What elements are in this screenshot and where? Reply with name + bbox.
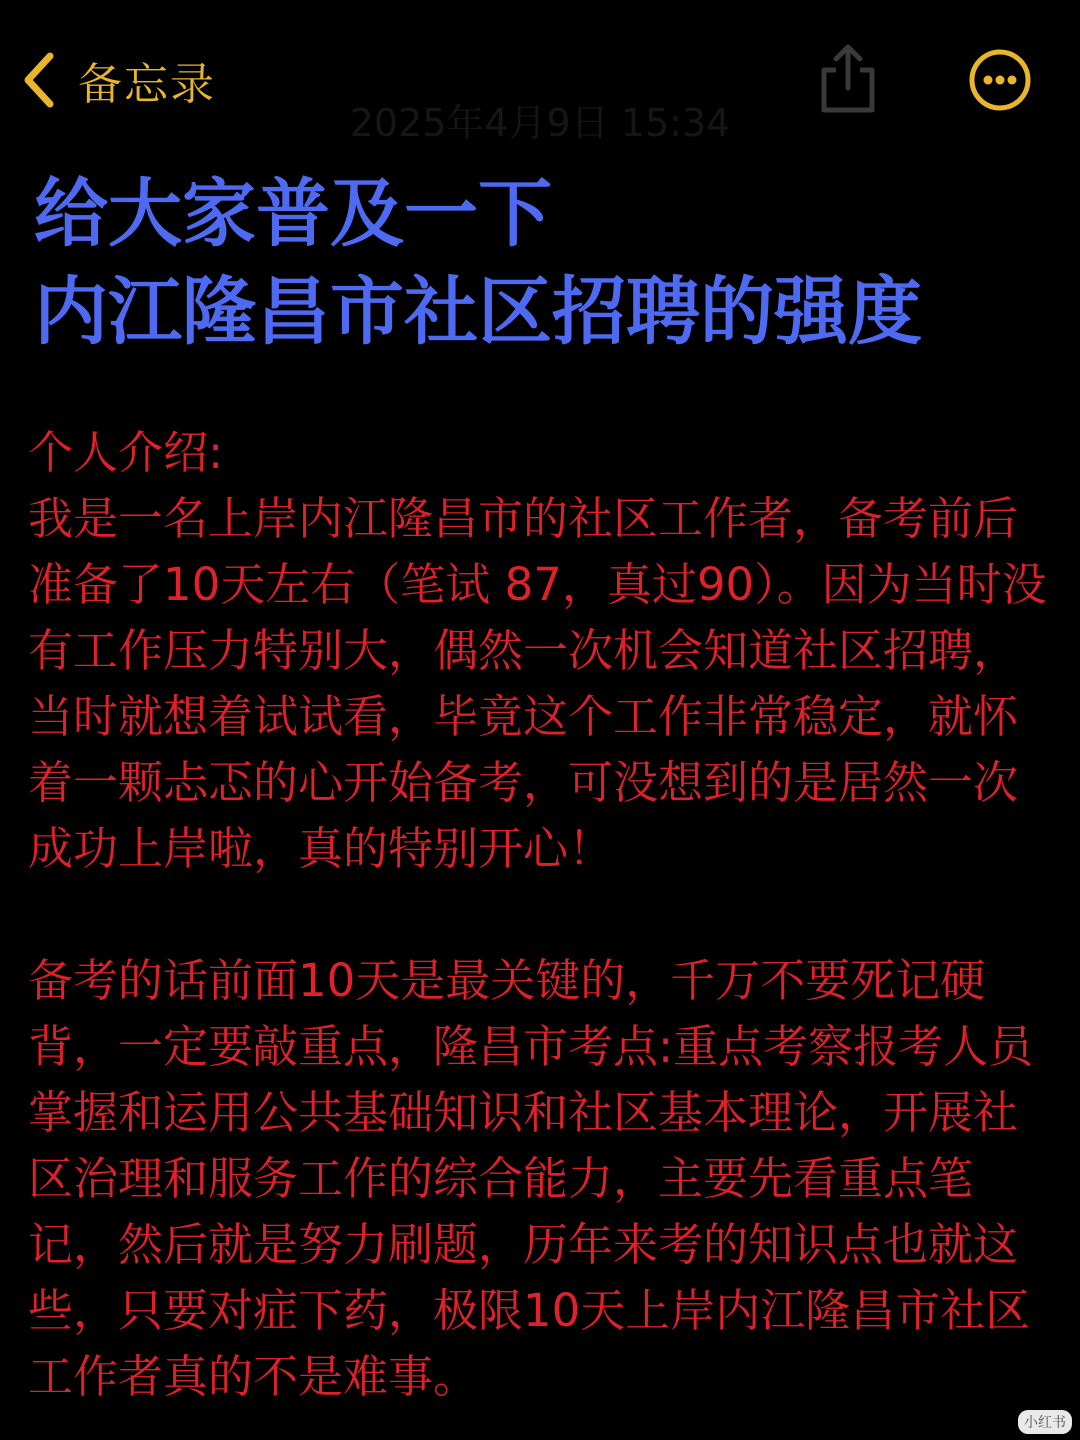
title-line-1: 给大家普及一下: [34, 171, 552, 257]
intro-heading: 个人介绍:: [28, 426, 224, 479]
paragraph-spacer: [28, 882, 1058, 948]
note-date: 2025年4月9日 15:34: [349, 101, 731, 145]
note-body[interactable]: [28, 420, 1058, 1410]
intro-paragraph: 我是一名上岸内江隆昌市的社区工作者，备考前后准备了10天左右（笔试 87，真过90）。因为当时没有工作压力特别大，偶然一次机会知道社区招聘，当时就想着试试看，毕竟这个工作非常稳定，就怀着一颗忐忑的心开始备考，可没想到的是居然一次成功上岸啦，真的特别开心！: [28, 492, 1047, 875]
watermark-logo: 小红书: [1018, 1410, 1072, 1434]
prep-paragraph: 备考的话前面10天是最关键的，千万不要死记硬背，一定要敲重点，隆昌市考点:重点考察报考人员掌握和运用公共基础知识和社区基本理论，开展社区治理和服务工作的综合能力，主要先看重点笔记，然后就是努力刷题，历年来考的知识点也就这些，只要对症下药，极限10天上岸内江隆昌市社区工作者真的不是难事。: [28, 954, 1034, 1403]
back-label: 备忘录: [78, 59, 216, 110]
title-line-2: 内江隆昌市社区招聘的强度: [34, 269, 922, 355]
note-title[interactable]: [34, 165, 1054, 361]
